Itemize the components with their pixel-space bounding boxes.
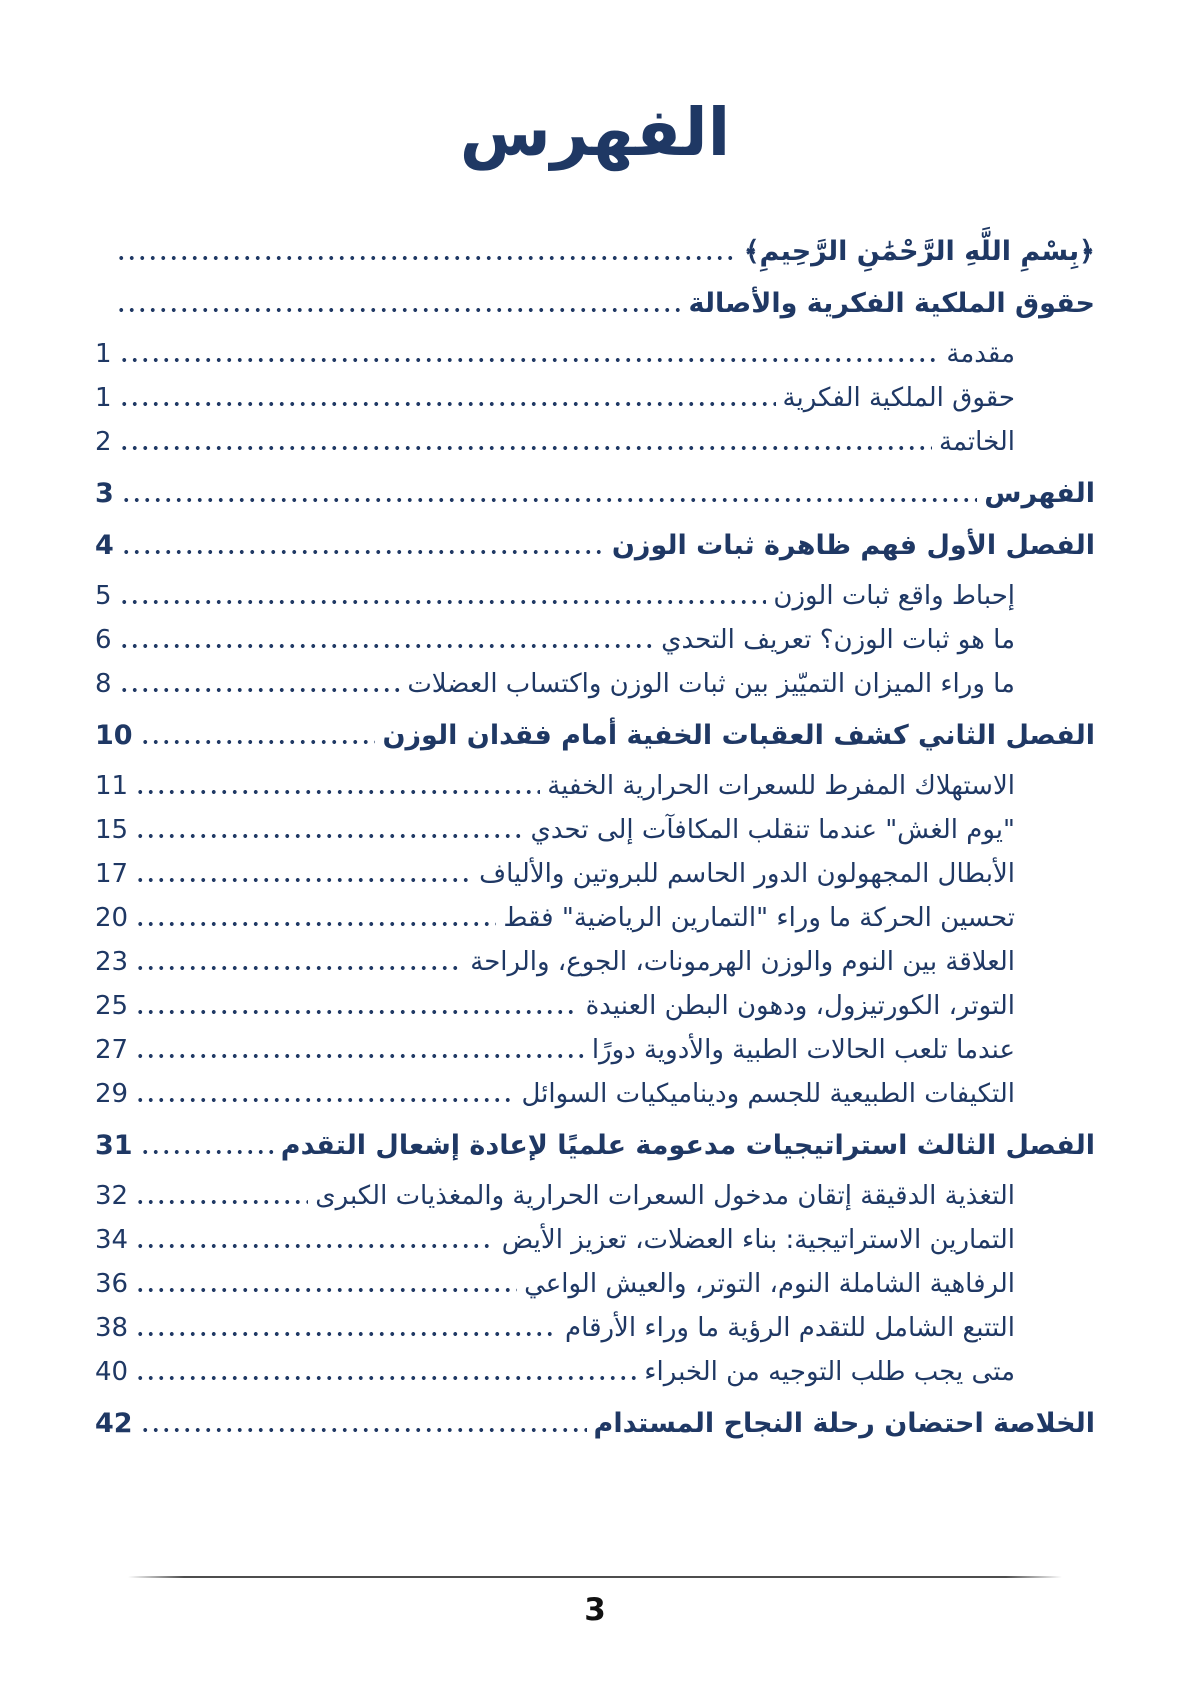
toc-dotted-leader [121, 548, 605, 556]
toc-entry-page-number: 29 [95, 1079, 129, 1109]
toc-entry[interactable] [95, 1117, 1095, 1163]
toc-entry-label: تحسين الحركة ما وراء "التمارين الرياضية" فقط [503, 903, 1015, 933]
toc-entry[interactable] [95, 517, 1095, 563]
toc-entry-page-number: 15 [95, 815, 129, 845]
toc-entry-page-number: 8 [95, 669, 112, 699]
toc-entry-label: الفصل الثاني كشف العقبات الخفية أمام فقدان الوزن [382, 719, 1095, 751]
toc-dotted-leader [135, 1096, 514, 1104]
toc-entry-label: الفصل الأول فهم ظاهرة ثبات الوزن [611, 529, 1095, 561]
toc-entry-page-number: 17 [95, 859, 129, 889]
toc-entry[interactable] [95, 759, 1095, 803]
toc-entry[interactable] [95, 371, 1095, 415]
toc-entry-label: "يوم الغش" عندما تنقلب المكافآت إلى تحدي [530, 815, 1015, 845]
toc-entry[interactable] [95, 613, 1095, 657]
toc-entry-page-number: 27 [95, 1035, 129, 1065]
toc-entry-label: الرفاهية الشاملة النوم، التوتر، والعيش الواعي [524, 1269, 1015, 1299]
toc-entry-page-number: 20 [95, 903, 129, 933]
toc-entry-page-number: 40 [95, 1357, 129, 1387]
toc-dotted-leader [119, 642, 655, 650]
toc-entry-label: التغذية الدقيقة إتقان مدخول السعرات الحرارية والمغذيات الكبرى [315, 1181, 1015, 1211]
toc-dotted-leader [121, 496, 978, 504]
toc-entry-label: ﴿بِسْمِ اللَّهِ الرَّحْمَٰنِ الرَّحِيمِ﴾ [743, 235, 1095, 267]
toc-entry-label: عندما تلعب الحالات الطبية والأدوية دورًا [591, 1035, 1015, 1065]
toc-dotted-leader [135, 920, 496, 928]
toc-entry[interactable] [95, 1023, 1095, 1067]
toc-entry-page-number: 32 [95, 1181, 129, 1211]
toc-dotted-leader [135, 1242, 495, 1250]
toc-entry-page-number: 36 [95, 1269, 129, 1299]
toc-entry[interactable] [95, 1169, 1095, 1213]
toc-entry[interactable] [95, 327, 1095, 371]
toc-entry-label: العلاقة بين النوم والوزن الهرمونات، الجوع، والراحة [470, 947, 1015, 977]
toc-entry-label: الفهرس [984, 477, 1095, 509]
toc-entry-label: التتبع الشامل للتقدم الرؤية ما وراء الأرقام [565, 1313, 1015, 1343]
toc-entry[interactable] [95, 1067, 1095, 1111]
toc-entry-label: الأبطال المجهولون الدور الحاسم للبروتين والألياف [479, 859, 1015, 889]
toc-entry-label: الخلاصة احتضان رحلة النجاح المستدام [593, 1407, 1095, 1439]
toc-entry[interactable] [95, 891, 1095, 935]
toc-dotted-leader [119, 598, 767, 606]
toc-entry[interactable] [95, 465, 1095, 511]
toc-dotted-leader [135, 832, 523, 840]
toc-entry-label: الخاتمة [938, 427, 1015, 457]
toc-entry-page-number: 31 [95, 1129, 133, 1161]
page-title: الفهرس [459, 94, 731, 171]
toc-entry-page-number: 1 [95, 339, 112, 369]
toc-entry-page-number: 5 [95, 581, 112, 611]
toc-dotted-leader [135, 1052, 585, 1060]
toc-entry[interactable] [95, 1301, 1095, 1345]
toc-entry[interactable] [95, 1257, 1095, 1301]
toc-dotted-leader [135, 1286, 517, 1294]
toc-dotted-leader [135, 1330, 558, 1338]
toc-entry-page-number: 2 [95, 427, 112, 457]
toc-entry-page-number: 42 [95, 1407, 133, 1439]
toc-entry-label: التكيفات الطبيعية للجسم وديناميكيات السوائل [521, 1079, 1015, 1109]
toc-entry[interactable] [95, 1345, 1095, 1389]
toc-entry-page-number: 4 [95, 529, 114, 561]
toc-dotted-leader [135, 876, 472, 884]
toc-dotted-leader [135, 1374, 637, 1382]
toc-entry[interactable] [95, 223, 1095, 269]
toc-entry-label: إحباط واقع ثبات الوزن [773, 581, 1015, 611]
toc-dotted-leader [119, 356, 940, 364]
toc-entry-label: ما هو ثبات الوزن؟ تعريف التحدي [661, 625, 1015, 655]
toc-entry-page-number: 6 [95, 625, 112, 655]
toc-entry[interactable] [95, 847, 1095, 891]
toc-entry[interactable] [95, 569, 1095, 613]
toc-entry[interactable] [95, 1213, 1095, 1257]
footer-divider [128, 1576, 1062, 1578]
toc-dotted-leader [135, 788, 540, 796]
toc-entry-page-number: 34 [95, 1225, 129, 1255]
toc-entry-page-number: 38 [95, 1313, 129, 1343]
toc-entry[interactable] [95, 707, 1095, 753]
toc-entry-page-number: 3 [95, 477, 114, 509]
toc-entry-label: متى يجب طلب التوجيه من الخبراء [644, 1357, 1015, 1387]
toc-entry[interactable] [95, 1395, 1095, 1441]
toc-entry-page-number: 10 [95, 719, 133, 751]
toc-list [0, 223, 1190, 1441]
toc-dotted-leader [140, 1148, 274, 1156]
toc-entry-label: حقوق الملكية الفكرية [782, 383, 1015, 413]
toc-entry-label: الاستهلاك المفرط للسعرات الحرارية الخفية [547, 771, 1015, 801]
toc-entry-label: الفصل الثالث استراتيجيات مدعومة علميًا لإعادة إشعال التقدم [280, 1129, 1095, 1161]
toc-dotted-leader [135, 964, 463, 972]
toc-entry-page-number: 11 [95, 771, 129, 801]
toc-dotted-leader [140, 738, 376, 746]
toc-entry-label: ما وراء الميزان التميّيز بين ثبات الوزن واكتساب العضلات [407, 669, 1015, 699]
toc-dotted-leader [116, 306, 682, 314]
toc-entry[interactable] [95, 803, 1095, 847]
toc-dotted-leader [135, 1198, 308, 1206]
toc-dotted-leader [119, 444, 932, 452]
toc-entry-label: مقدمة [946, 339, 1015, 369]
toc-dotted-leader [119, 686, 401, 694]
toc-entry-page-number: 1 [95, 383, 112, 413]
toc-dotted-leader [116, 254, 737, 262]
toc-entry[interactable] [95, 979, 1095, 1023]
toc-entry-page-number: 25 [95, 991, 129, 1021]
footer-page-number: 3 [584, 1592, 606, 1628]
toc-entry-label: حقوق الملكية الفكرية والأصالة [688, 287, 1095, 319]
toc-dotted-leader [119, 400, 776, 408]
toc-entry-label: التمارين الاستراتيجية: بناء العضلات، تعزيز الأيض [501, 1225, 1015, 1255]
toc-entry-page-number: 23 [95, 947, 129, 977]
toc-dotted-leader [140, 1426, 587, 1434]
toc-entry[interactable] [95, 935, 1095, 979]
toc-entry[interactable] [95, 275, 1095, 321]
toc-entry-label: التوتر، الكورتيزول، ودهون البطن العنيدة [585, 991, 1015, 1021]
toc-entry[interactable] [95, 415, 1095, 459]
toc-entry[interactable] [95, 657, 1095, 701]
toc-dotted-leader [135, 1008, 579, 1016]
